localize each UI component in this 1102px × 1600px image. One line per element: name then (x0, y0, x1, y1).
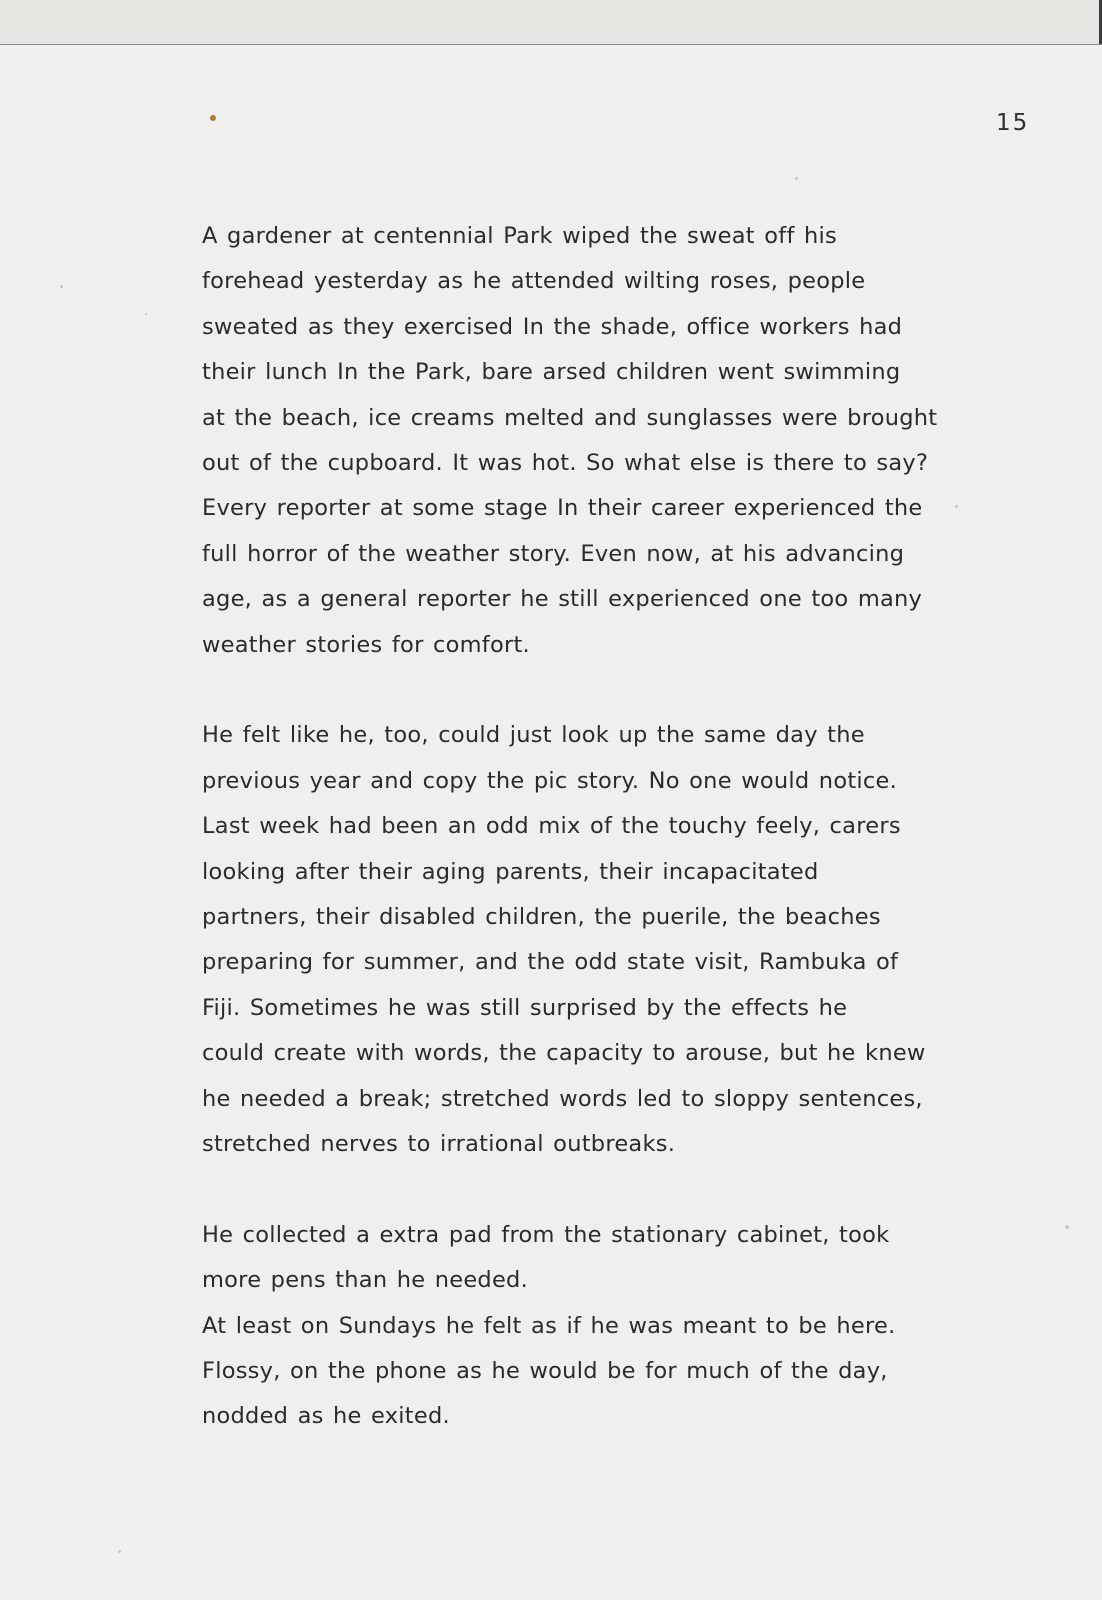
text-line: previous year and copy the pic story. No one would notice. (202, 767, 898, 794)
text-line: he needed a break; stretched words led to sloppy sentences, (202, 1085, 923, 1112)
text-line: partners, their disabled children, the puerile, the beaches (202, 903, 881, 930)
text-line: age, as a general reporter he still experienced one too many (202, 586, 923, 613)
paragraph-last-week (202, 713, 942, 1167)
scan-speck (145, 313, 147, 315)
text-line: Every reporter at some stage In their career experienced the (202, 495, 923, 522)
text-line: at the beach, ice creams melted and sunglasses were brought (202, 404, 938, 431)
text-line: nodded as he exited. (202, 1403, 450, 1430)
text-line: forehead yesterday as he attended wilting roses, people (202, 268, 866, 295)
text-line: Fiji. Sometimes he was still surprised by the effects he (202, 994, 848, 1021)
text-line: full horror of the weather story. Even now, at his advancing (202, 540, 905, 567)
scanner-top-strip (0, 0, 1102, 45)
scan-speck (795, 177, 798, 180)
text-line: He felt like he, too, could just look up the same day the (202, 722, 865, 749)
text-line: looking after their aging parents, their incapacitated (202, 858, 819, 885)
text-line: stretched nerves to irrational outbreaks. (202, 1130, 676, 1157)
text-line: more pens than he needed. (202, 1267, 528, 1294)
text-line: At least on Sundays he felt as if he was meant to be here. (202, 1312, 896, 1339)
paragraph-sunday (202, 1213, 942, 1440)
scan-speck (60, 285, 63, 288)
text-line: Flossy, on the phone as he would be for much of the day, (202, 1357, 888, 1384)
manuscript-body (202, 214, 942, 1485)
pencil-dot-mark (210, 115, 216, 121)
text-line: their lunch In the Park, bare arsed children went swimming (202, 359, 901, 386)
page-number: 15 (996, 110, 1030, 136)
paragraph-weather-story (202, 214, 942, 668)
scan-speck (1065, 1225, 1069, 1229)
text-line: weather stories for comfort. (202, 631, 530, 658)
text-line: preparing for summer, and the odd state visit, Rambuka of (202, 949, 899, 976)
scan-speck (955, 505, 958, 508)
text-line: Last week had been an odd mix of the touchy feely, carers (202, 813, 901, 840)
text-line: He collected a extra pad from the stationary cabinet, took (202, 1221, 890, 1248)
text-line: could create with words, the capacity to arouse, but he knew (202, 1040, 926, 1067)
text-line: sweated as they exercised In the shade, office workers had (202, 313, 903, 340)
text-line: A gardener at centennial Park wiped the sweat off his (202, 223, 838, 249)
scan-speck (118, 1550, 121, 1553)
text-line: out of the cupboard. It was hot. So what else is there to say? (202, 449, 929, 476)
